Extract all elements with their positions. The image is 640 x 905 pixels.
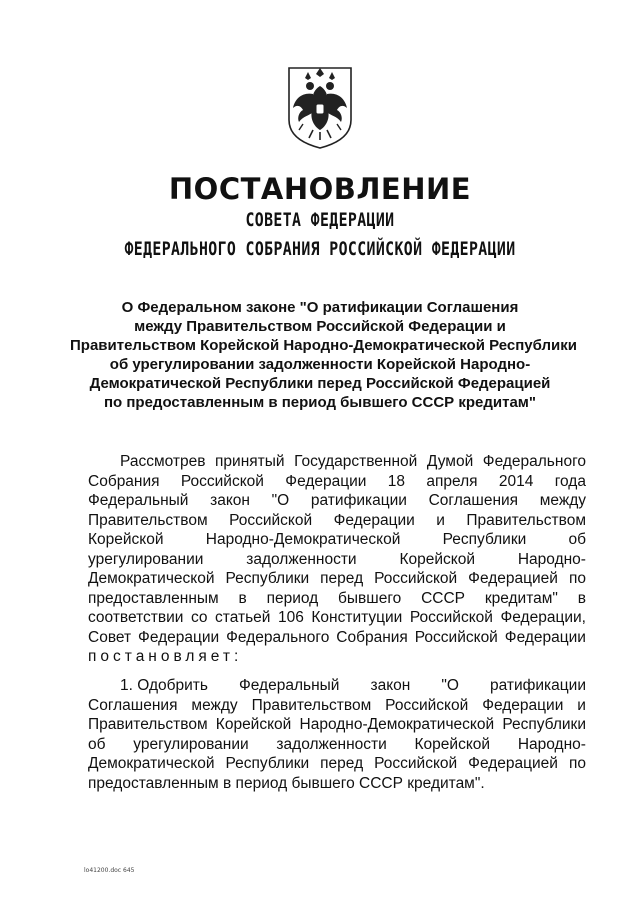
word: "О [271, 492, 290, 509]
word: Федерации [285, 472, 367, 490]
paragraph-line [88, 754, 586, 774]
eagle-icon [283, 64, 357, 150]
paragraph-line [88, 715, 586, 735]
paragraph-line [88, 608, 586, 628]
word: Конституции [311, 609, 403, 626]
paragraph-line [88, 452, 586, 472]
word: Федерации [333, 511, 415, 529]
word: Правительством [88, 511, 208, 529]
title-line: Правительством Корейской Народно-Демократической Республики [70, 337, 577, 354]
word: 18 [387, 472, 406, 490]
word: 106 [277, 609, 304, 626]
word: года [554, 472, 586, 490]
word: Соглашения [428, 492, 519, 509]
word: по [568, 570, 586, 587]
word: Народно- [517, 735, 586, 753]
word: Федеральный [238, 677, 340, 694]
word: Демократической [88, 570, 215, 587]
word: Собрания [88, 472, 160, 490]
word: Российской [229, 511, 313, 529]
paragraph-line [88, 472, 586, 492]
word: Республики [225, 570, 310, 587]
word: Правительством [251, 696, 372, 714]
word: период [266, 589, 319, 607]
word: об [568, 531, 586, 548]
word: по [568, 755, 586, 772]
document-type-title: ПОСТАНОВЛЕНИЕ [168, 172, 472, 206]
word: соответствии [88, 609, 184, 626]
word: Правительством [466, 511, 586, 529]
paragraph-line [88, 569, 586, 589]
paragraph-line [88, 774, 586, 794]
paragraph-line [88, 628, 586, 648]
word: Российской [374, 570, 458, 587]
word: "О [441, 677, 459, 694]
word: Корейской [399, 550, 475, 568]
word: Республики [442, 531, 527, 548]
word: Российской [409, 609, 493, 626]
word: со [190, 609, 208, 626]
word: Рассмотрев [120, 453, 206, 470]
word: Федерации, [500, 609, 586, 626]
word: Российской [414, 628, 498, 646]
title-line: Демократической Республики перед Российской Федерацией [89, 375, 551, 392]
word: Соглашения [88, 696, 178, 714]
word: кредитам" [484, 589, 558, 607]
word: СССР [421, 589, 465, 607]
word: Демократической [88, 755, 215, 772]
word: принятый [215, 453, 285, 470]
word: Народно-Демократической [205, 531, 401, 548]
word: Российской [385, 696, 469, 714]
word: в [238, 589, 247, 607]
word: ратификации [310, 492, 407, 509]
word: между [191, 696, 238, 714]
word: предоставленным [88, 589, 219, 607]
word: Федерального [482, 453, 586, 470]
paragraph-line [88, 676, 586, 696]
word: предоставленным в период бывшего СССР кредитам". [88, 774, 485, 792]
paragraph-line [88, 491, 586, 511]
word: и [577, 696, 586, 714]
word: Корейской [414, 735, 491, 753]
word: Совет [88, 628, 132, 646]
paragraph-line [88, 530, 586, 550]
word: закон [210, 492, 250, 509]
word: перед [320, 570, 364, 587]
word: Федеральный [88, 492, 189, 509]
word: об [88, 735, 106, 753]
intro-paragraph [88, 452, 586, 667]
word: бывшего [338, 589, 402, 607]
word: апреля [426, 472, 478, 490]
paragraph-line [88, 511, 586, 531]
decree-word: постановляет: [88, 648, 243, 665]
word: закон [370, 677, 411, 694]
word: урегулировании [133, 735, 249, 753]
word: Народно-Демократической [299, 716, 495, 733]
point-1-paragraph [88, 676, 586, 793]
word: Корейской [215, 716, 292, 733]
word: статьей [215, 609, 271, 626]
word: 2014 [498, 472, 534, 490]
title-line: по предоставленным в период бывшего СССР кредитам" [103, 394, 537, 411]
word: Федерального [226, 628, 330, 646]
title-line: между Правительством Российской Федерации и [134, 318, 506, 335]
word: задолженности [276, 735, 387, 753]
title-line: О Федеральном законе "О ратификации Соглашения [121, 299, 519, 316]
word: Государственной [294, 453, 418, 470]
paragraph-line [88, 550, 586, 570]
word: ратификации [489, 677, 586, 694]
paragraph-line [88, 696, 586, 716]
document-title [70, 298, 577, 412]
word: Российской [180, 472, 264, 490]
word: Думой [426, 453, 474, 470]
decree-word-line [88, 647, 586, 667]
word: Федерацией [468, 755, 558, 772]
issuer-line-1: СОВЕТА ФЕДЕРАЦИИ [245, 209, 395, 231]
word: задолженности [246, 550, 357, 568]
coat-of-arms-emblem [283, 64, 357, 150]
word: Федерацией [468, 570, 558, 587]
word: Федерации [138, 628, 220, 646]
word: Корейской [88, 531, 164, 548]
word: Собрания [336, 628, 408, 646]
word: в [577, 589, 586, 607]
word: перед [320, 755, 364, 772]
word: Российской [374, 755, 458, 772]
issuer-line-2: ФЕДЕРАЛЬНОГО СОБРАНИЯ РОССИЙСКОЙ ФЕДЕРАЦИИ [124, 238, 516, 260]
word: Правительством [88, 716, 208, 733]
word: и [436, 511, 445, 529]
paragraph-line [88, 735, 586, 755]
word: урегулировании [88, 550, 204, 568]
word: Народно- [517, 550, 586, 568]
title-line: об урегулировании задолженности Корейской Народно- [109, 356, 531, 373]
word: 1. Одобрить [120, 677, 208, 694]
document-file-code: lo41200.doc 645 [84, 867, 135, 874]
word: Федерации [504, 628, 586, 646]
paragraph-line [88, 589, 586, 609]
word: между [539, 492, 586, 509]
word: Республики [502, 716, 586, 733]
word: Федерации [482, 696, 564, 714]
word: Республики [225, 755, 310, 772]
